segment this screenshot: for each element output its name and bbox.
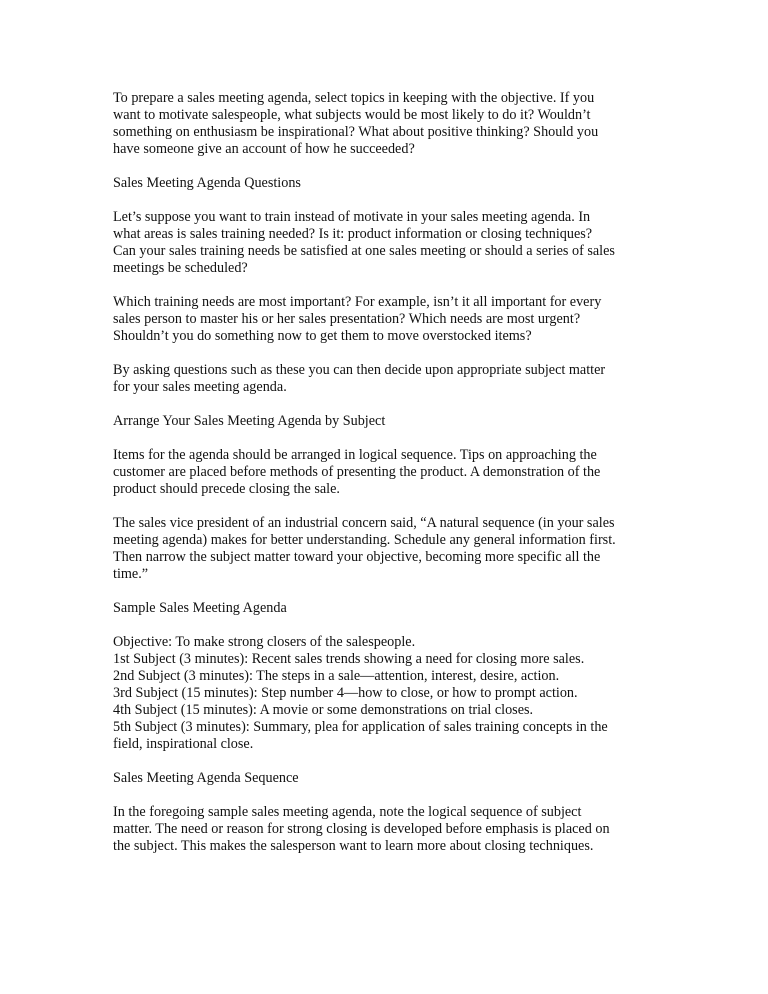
text-line: To prepare a sales meeting agenda, select topics in keeping with the objective. If you	[113, 90, 595, 106]
heading-sample-agenda: Sample Sales Meeting Agenda	[113, 600, 287, 616]
sample-agenda-list	[113, 634, 653, 753]
text-line: customer are placed before methods of presenting the product. A demonstration of the	[113, 464, 601, 480]
intro-paragraph	[113, 90, 653, 158]
text-line: In the foregoing sample sales meeting agenda, note the logical sequence of subject	[113, 804, 582, 820]
heading-agenda-questions: Sales Meeting Agenda Questions	[113, 175, 301, 191]
heading-agenda-sequence: Sales Meeting Agenda Sequence	[113, 770, 299, 786]
text-line: Then narrow the subject matter toward your objective, becoming more specific all the	[113, 549, 601, 565]
agenda-item: 2nd Subject (3 minutes): The steps in a sale—attention, interest, desire, action.	[113, 668, 560, 684]
text-line: product should precede closing the sale.	[113, 481, 340, 497]
agenda-item: 1st Subject (3 minutes): Recent sales trends showing a need for closing more sales.	[113, 651, 585, 667]
agenda-item: 4th Subject (15 minutes): A movie or some demonstrations on trial closes.	[113, 702, 534, 718]
text-line: By asking questions such as these you can then decide upon appropriate subject matter	[113, 362, 606, 378]
text-line: Can your sales training needs be satisfied at one sales meeting or should a series of sales	[113, 243, 615, 259]
items-paragraph	[113, 447, 653, 498]
text-line: the subject. This makes the salesperson want to learn more about closing techniques.	[113, 838, 594, 854]
text-line: matter. The need or reason for strong closing is developed before emphasis is placed on	[113, 821, 610, 837]
foregoing-paragraph	[113, 804, 653, 855]
text-line: Let’s suppose you want to train instead of motivate in your sales meeting agenda. In	[113, 209, 591, 225]
text-line: what areas is sales training needed? Is it: product information or closing techniques?	[113, 226, 593, 242]
text-line: Shouldn’t you do something now to get them to move overstocked items?	[113, 328, 532, 344]
text-line: The sales vice president of an industrial concern said, “A natural sequence (in your sales	[113, 515, 615, 531]
text-line: meeting agenda) makes for better understanding. Schedule any general information first.	[113, 532, 616, 548]
text-line: for your sales meeting agenda.	[113, 379, 287, 395]
vice-president-quote-paragraph	[113, 515, 653, 583]
text-line: meetings be scheduled?	[113, 260, 248, 276]
text-line: Items for the agenda should be arranged in logical sequence. Tips on approaching the	[113, 447, 597, 463]
agenda-item-continued: field, inspirational close.	[113, 736, 254, 752]
agenda-item: 3rd Subject (15 minutes): Step number 4—how to close, or how to prompt action.	[113, 685, 578, 701]
text-line: sales person to master his or her sales presentation? Which needs are most urgent?	[113, 311, 581, 327]
text-line: Which training needs are most important? For example, isn’t it all important for every	[113, 294, 602, 310]
needs-paragraph	[113, 294, 653, 345]
text-line: something on enthusiasm be inspirational? What about positive thinking? Should you	[113, 124, 599, 140]
document-body	[113, 90, 653, 872]
asking-paragraph	[113, 362, 653, 396]
heading-arrange-by-subject: Arrange Your Sales Meeting Agenda by Subject	[113, 413, 386, 429]
text-line: want to motivate salespeople, what subjects would be most likely to do it? Wouldn’t	[113, 107, 591, 123]
agenda-item: 5th Subject (3 minutes): Summary, plea for application of sales training concepts in the	[113, 719, 608, 735]
train-paragraph	[113, 209, 653, 277]
text-line: time.”	[113, 566, 149, 582]
text-line: have someone give an account of how he succeeded?	[113, 141, 415, 157]
agenda-objective: Objective: To make strong closers of the salespeople.	[113, 634, 416, 650]
